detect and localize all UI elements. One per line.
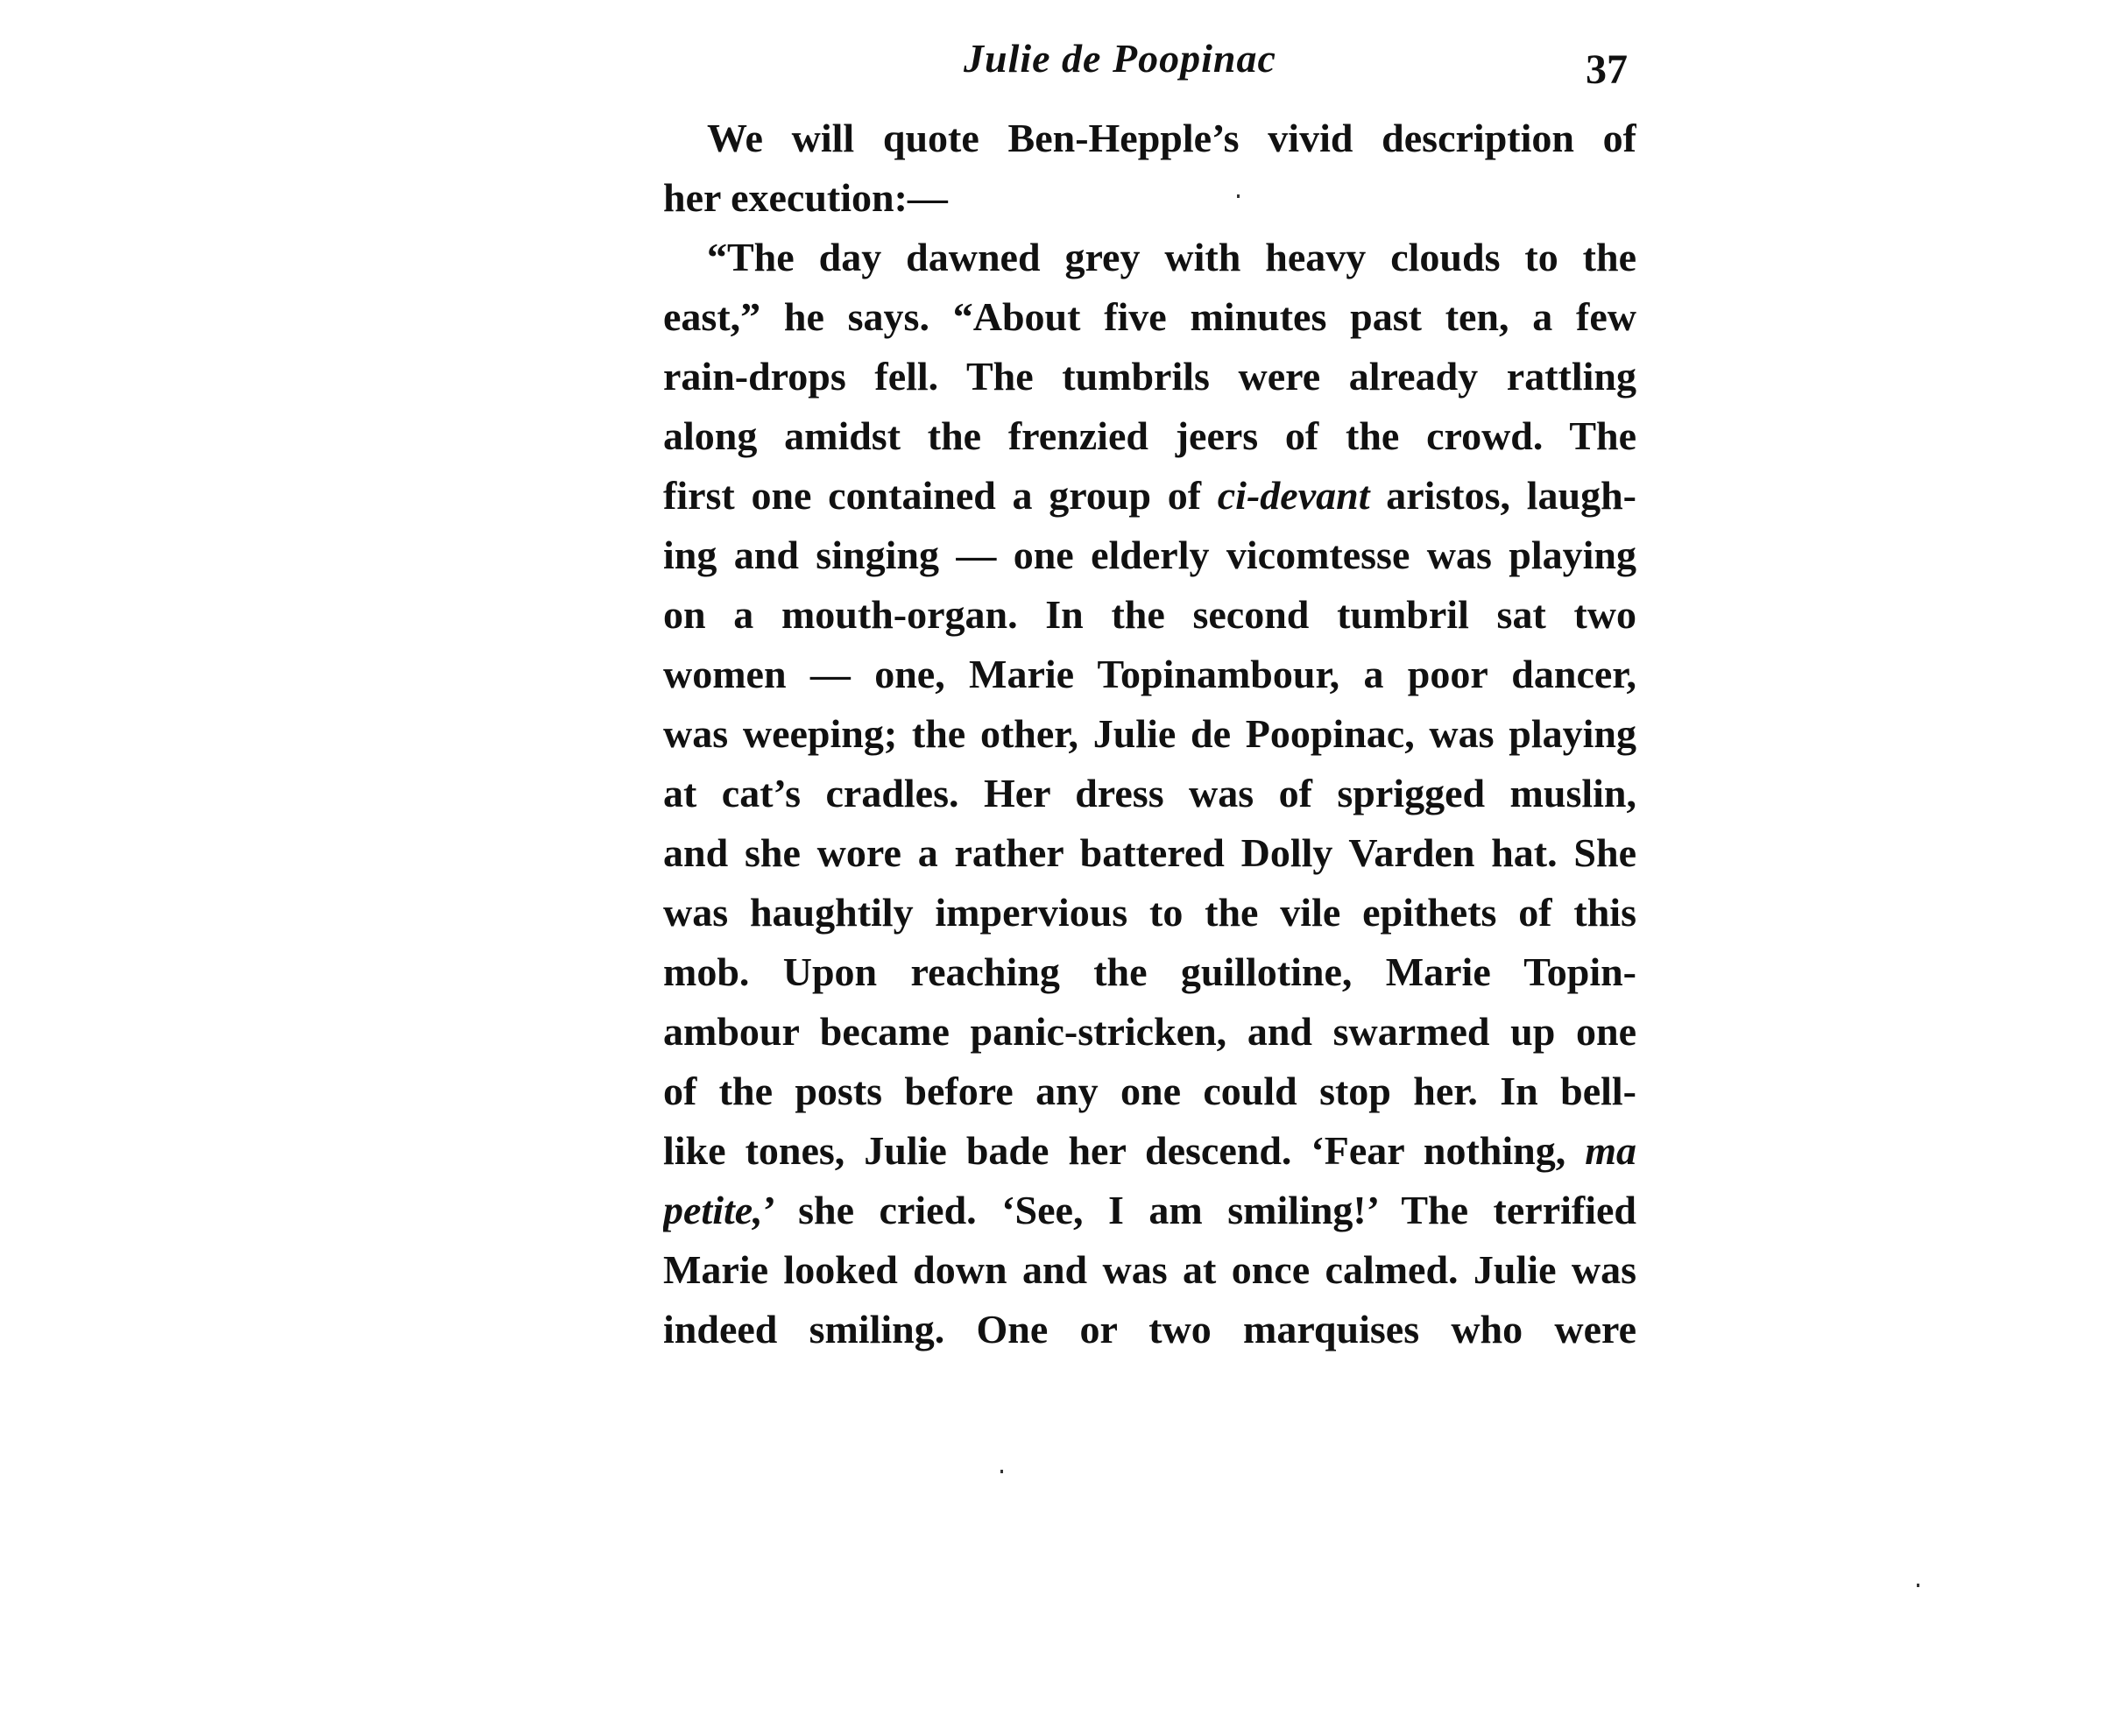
paragraph-2-line-10: at cat’s cradles. Her dress was of sprigged muslin, — [663, 771, 1636, 815]
paragraph-2-line-9: was weeping; the other, Julie de Poopinac, was playing — [663, 711, 1636, 756]
paragraph-2-line-16 — [663, 1121, 1636, 1181]
paragraph-2-line-5 — [663, 466, 1636, 526]
paragraph-2-line-7: on a mouth-organ. In the second tumbril sat two — [663, 592, 1636, 637]
paragraph-2-line-3: rain-drops fell. The tumbrils were already rattling — [663, 354, 1636, 399]
paragraph-2-line-2: east,” he says. “About five minutes past ten, a few — [663, 294, 1636, 339]
paragraph-2-line-8: women — one, Marie Topinambour, a poor dancer, — [663, 652, 1636, 696]
paragraph-2-line-15: of the posts before any one could stop her. In bell- — [663, 1069, 1636, 1113]
body-text — [663, 109, 1636, 1359]
scan-speck — [1237, 194, 1240, 198]
paragraph-1-line-1: We will quote Ben-Hepple’s vivid description of — [707, 116, 1636, 160]
paragraph-2-line-13: mob. Upon reaching the guillotine, Marie Topin- — [663, 949, 1636, 994]
paragraph-2-line-6: ing and singing — one elderly vicomtesse was playing — [663, 533, 1636, 577]
paragraph-2-line-19: indeed smiling. One or two marquises who were — [663, 1307, 1636, 1351]
paragraph-2-line-14: ambour became panic-stricken, and swarmed up one — [663, 1009, 1636, 1054]
line-5-italic: ci-devant — [1217, 473, 1370, 518]
paragraph-1-line-2: her execution:— — [663, 175, 948, 220]
scan-speck — [1000, 1470, 1003, 1473]
line-17-text-b: ’ she cried. ‘See, I am smiling!’ The terrified — [762, 1188, 1636, 1232]
running-title: Julie de Poopinac — [964, 36, 1276, 81]
paragraph-2-line-18: Marie looked down and was at once calmed. Julie was — [663, 1247, 1636, 1292]
paragraph-2-line-4: along amidst the frenzied jeers of the crowd. The — [663, 413, 1636, 458]
paragraph-2-line-1: “The day dawned grey with heavy clouds to the — [707, 235, 1636, 279]
paragraph-2-line-11: and she wore a rather battered Dolly Varden hat. She — [663, 830, 1636, 875]
paragraph-2-line-12: was haughtily impervious to the vile epithets of this — [663, 890, 1636, 935]
paragraph-2-line-17 — [663, 1181, 1636, 1240]
line-16-text-a: like tones, Julie bade her descend. ‘Fear nothing, — [663, 1128, 1586, 1173]
line-5-text-a: first one contained a group of — [663, 473, 1218, 518]
line-16-italic: ma — [1585, 1128, 1636, 1173]
line-5-text-b: aristos, laugh- — [1369, 473, 1636, 518]
line-17-italic: petite, — [663, 1188, 763, 1232]
page-number: 37 — [1586, 46, 1628, 93]
scan-speck — [1917, 1584, 1919, 1587]
